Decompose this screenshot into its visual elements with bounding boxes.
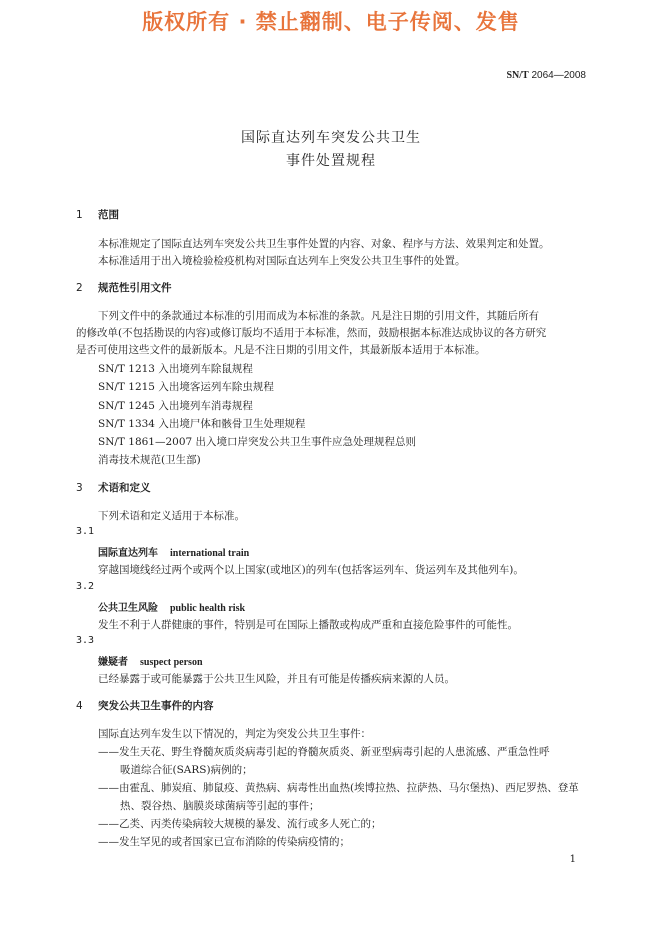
copyright-banner: 版权所有 · 禁止翻制、电子传阅、发售 — [142, 10, 520, 34]
section-heading-3 — [76, 480, 151, 495]
section-title: 突发公共卫生事件的内容 — [98, 700, 214, 712]
section-title: 术语和定义 — [98, 482, 151, 494]
section-number: 3 — [76, 482, 83, 494]
document-title-line2: 事件处置规程 — [286, 153, 376, 169]
paragraph-line: 下列文件中的条款通过本标准的引用而成为本标准的条款。凡是注日期的引用文件，其随后所有 — [98, 310, 539, 322]
section-heading-4 — [76, 698, 214, 713]
list-item: ——由霍乱、肺炭疽、肺鼠疫、黄热病、病毒性出血热(埃博拉热、拉萨热、马尔堡热)、西尼罗热、登革 — [98, 782, 579, 794]
list-item: ——发生天花、野生脊髓灰质炎病毒引起的脊髓灰质炎、新亚型病毒引起的人患流感、严重急性呼 — [98, 746, 550, 758]
section-number: 1 — [76, 209, 83, 221]
list-item: ——发生罕见的或者国家已宣布消除的传染病疫情的； — [98, 836, 350, 848]
section-heading-2 — [76, 280, 172, 295]
term-en: public health risk — [170, 603, 246, 614]
paragraph-line: 的修改单(不包括勘误的内容)或修订版均不适用于本标准，然而，鼓励根据本标准达成协议的各方研究 — [76, 327, 547, 339]
term-en: international train — [170, 548, 250, 559]
list-item: ——乙类、丙类传染病较大规模的暴发、流行或多人死亡的； — [98, 818, 382, 830]
section-title: 范围 — [98, 209, 119, 221]
term-heading — [98, 599, 245, 614]
term-heading — [98, 653, 203, 668]
section-title: 规范性引用文件 — [98, 282, 172, 294]
paragraph-line: 是否可使用这些文件的最新版本。凡是不注日期的引用文件，其最新版本适用于本标准。 — [76, 344, 486, 356]
page-number: 1 — [569, 854, 576, 865]
reference-item: SN/T 1334 入出境尸体和骸骨卫生处理规程 — [98, 418, 306, 430]
standard-prefix: SN/T — [506, 70, 529, 81]
term-en: suspect person — [140, 657, 203, 668]
subclause-number: 3.3 — [76, 635, 95, 646]
subclause-number: 3.1 — [76, 526, 95, 537]
reference-item: SN/T 1215 入出境客运列车除虫规程 — [98, 381, 274, 393]
section-number: 2 — [76, 282, 83, 294]
standard-code: 2064—2008 — [531, 70, 586, 81]
list-item-continuation: 热、裂谷热、脑膜炎球菌病等引起的事件； — [120, 800, 320, 812]
paragraph: 本标准适用于出入境检验检疫机构对国际直达列车上突发公共卫生事件的处置。 — [98, 255, 466, 267]
paragraph: 国际直达列车发生以下情况的，判定为突发公共卫生事件： — [98, 728, 371, 740]
term-definition: 发生不利于人群健康的事件，特别是可在国际上播散或构成严重和直接危险事件的可能性。 — [98, 619, 518, 631]
term-zh: 嫌疑者 — [98, 657, 128, 668]
reference-item: SN/T 1213 入出境列车除鼠规程 — [98, 363, 253, 375]
section-heading-1 — [76, 207, 119, 222]
term-zh: 公共卫生风险 — [98, 603, 158, 614]
term-zh: 国际直达列车 — [98, 548, 158, 559]
reference-item: SN/T 1245 入出境列车消毒规程 — [98, 400, 253, 412]
paragraph: 下列术语和定义适用于本标准。 — [98, 510, 245, 522]
reference-item: SN/T 1861—2007 出入境口岸突发公共卫生事件应急处理规程总则 — [98, 436, 417, 448]
term-definition: 穿越国境线经过两个或两个以上国家(或地区)的列车(包括客运列车、货运列车及其他列车)。 — [98, 564, 524, 576]
standard-number — [506, 70, 586, 81]
term-definition: 已经暴露于或可能暴露于公共卫生风险，并且有可能是传播疾病来源的人员。 — [98, 673, 455, 685]
paragraph: 本标准规定了国际直达列车突发公共卫生事件处置的内容、对象、程序与方法、效果判定和处置。 — [98, 238, 550, 250]
section-number: 4 — [76, 700, 83, 712]
reference-item: 消毒技术规范(卫生部) — [98, 454, 201, 466]
list-item-continuation: 吸道综合征(SARS)病例的； — [120, 764, 253, 776]
document-title-line1: 国际直达列车突发公共卫生 — [241, 130, 421, 146]
subclause-number: 3.2 — [76, 581, 95, 592]
term-heading — [98, 544, 249, 559]
